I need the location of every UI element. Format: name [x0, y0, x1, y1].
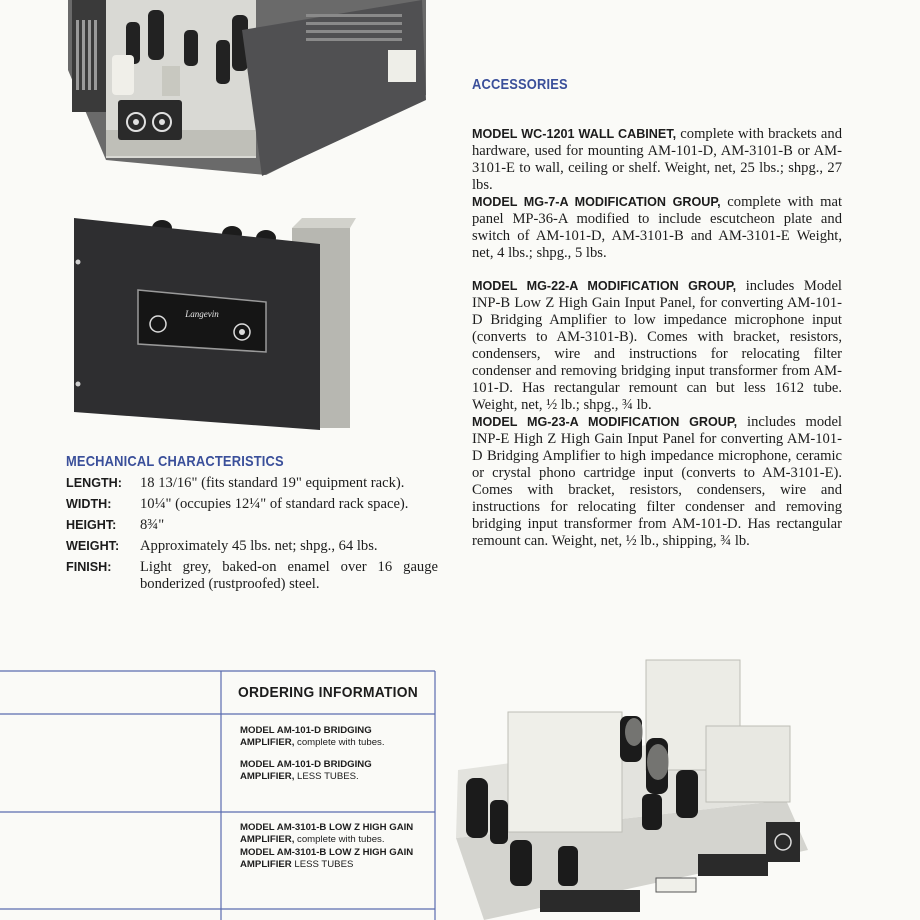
spec-value: 18 13/16" (fits standard 19" equipment rack).: [140, 475, 405, 491]
spec-value: Light grey, baked-on enamel over 16 gauge bonderized (rustproofed) steel.: [140, 559, 438, 592]
accessory-item: [472, 278, 842, 414]
accessory-item: [472, 414, 842, 550]
accessory-title: MODEL MG-7-A MODIFICATION GROUP,: [472, 195, 721, 209]
accessory-item: [472, 126, 842, 194]
rack-panel-photo: [70, 214, 356, 432]
ordering-entry: [240, 725, 418, 748]
spec-value: Approximately 45 lbs. net; shpg., 64 lbs.: [140, 538, 378, 554]
panel-brand-text: Langevin: [185, 309, 219, 319]
spec-label: WIDTH:: [66, 497, 112, 511]
spec-label: FINISH:: [66, 560, 112, 574]
mechanical-heading: MECHANICAL CHARACTERISTICS: [66, 453, 284, 470]
spec-label: WEIGHT:: [66, 539, 120, 553]
ordering-detail: complete with tubes.: [294, 736, 385, 748]
ordering-entry: [240, 759, 418, 782]
ordering-detail: complete with tubes.: [294, 833, 385, 845]
ordering-cell-am3101b: [240, 822, 418, 881]
accessories-list: [472, 126, 842, 550]
ordering-model: MODEL AM-3101-B LOW Z HIGH GAIN AMPLIFIER,: [240, 822, 414, 845]
accessory-title: MODEL MG-23-A MODIFICATION GROUP,: [472, 415, 738, 429]
spec-value: 8¾": [140, 517, 165, 533]
spec-row: [66, 475, 438, 492]
ordering-entry: [240, 822, 418, 845]
accessory-item: [472, 194, 842, 262]
ordering-detail: LESS TUBES.: [294, 770, 359, 782]
accessories-heading: ACCESSORIES: [472, 76, 568, 93]
accessory-text: includes model INP-E High Z High Gain Input Panel for converting AM-101-D Bridging Amplifier to high impedance microphone, ceramic or crystal phono cartridge input (converts to AM-3101-E). Comes with bracket, resistors, condensers, wire and instructions for relocating filter condenser and removing bridging input transformer from AM-101-D. Has rectangular remount can. Weight, net, ½ lb., shipping, ¾ lb.: [472, 414, 842, 549]
ordering-detail: LESS TUBES: [291, 858, 354, 870]
accessory-text: complete with mat panel MP-36-A modified to include escutcheon plate and switch of AM-101-D, AM-3101-B and AM-3101-E Weight, net, 4 lbs.; shpg., 5 lbs.: [472, 194, 842, 261]
mechanical-spec-list: [66, 475, 438, 597]
ordering-heading: ORDERING INFORMATION: [237, 684, 419, 701]
ordering-entry: [240, 847, 418, 870]
accessory-title: MODEL WC-1201 WALL CABINET,: [472, 127, 677, 141]
spec-label: HEIGHT:: [66, 518, 117, 532]
spec-row: [66, 559, 438, 593]
amplifier-chassis-photo: [446, 650, 814, 920]
spec-value: 10¼" (occupies 12¼" of standard rack space).: [140, 496, 409, 512]
spec-row: [66, 538, 438, 555]
spec-row: [66, 517, 438, 534]
spec-label: LENGTH:: [66, 476, 122, 490]
accessory-title: MODEL MG-22-A MODIFICATION GROUP,: [472, 279, 737, 293]
wall-cabinet-photo: [66, 0, 432, 180]
spec-row: [66, 496, 438, 513]
ordering-cell-am101d: [240, 725, 418, 793]
ordering-model: MODEL AM-3101-B LOW Z HIGH GAIN AMPLIFIER: [240, 847, 414, 870]
accessory-text: includes Model INP-B Low Z High Gain Input Panel, for converting AM-101-D Bridging Amplifier to low impedance microphone input (converts to AM-3101-B). Comes with bracket, resistors, condensers, wire and instructions for relocating filter condenser and removing bridging input transformer from AM-101-D. Has rectangular remount can but less 1612 tube. Weight, net, ½ lb.; shpg., ¾ lb.: [472, 278, 842, 413]
ordering-model: MODEL AM-101-D BRIDGING AMPLIFIER,: [240, 759, 372, 782]
ordering-model: MODEL AM-101-D BRIDGING AMPLIFIER,: [240, 725, 372, 748]
accessory-text: complete with brackets and hardware, used for mounting AM-101-D, AM-3101-B or AM-3101-E to wall, ceiling or shelf. Weight, net, 25 lbs.; shpg., 27 lbs.: [472, 126, 842, 193]
